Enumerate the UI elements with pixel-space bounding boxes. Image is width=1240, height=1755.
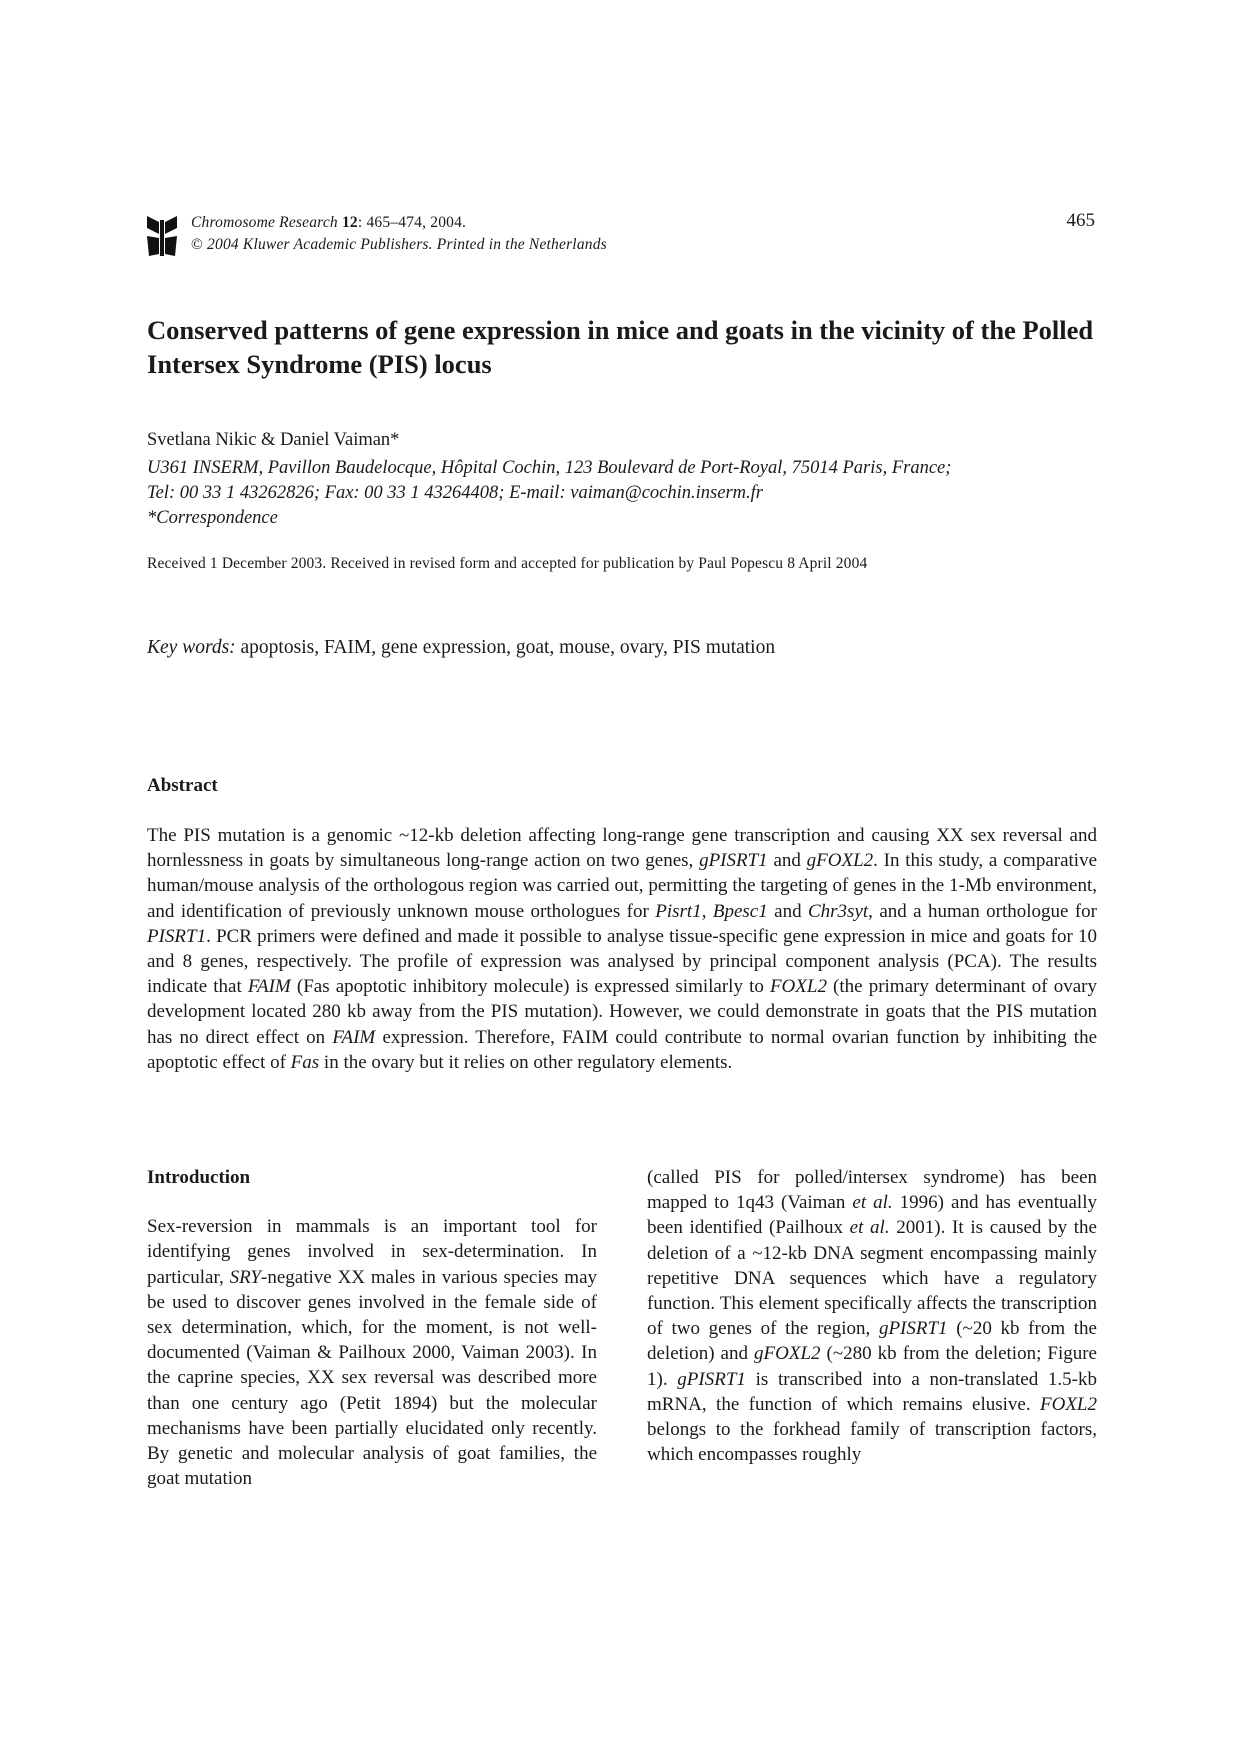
keywords-label: Key words: <box>147 637 236 658</box>
intro-column-right <box>647 1165 1097 1467</box>
journal-citation <box>191 212 607 256</box>
copyright-symbol: © <box>191 236 203 253</box>
intro-column-left <box>147 1165 597 1491</box>
intro-paragraph-right: (called PIS for polled/intersex syndrome) has been mapped to 1q43 (Vaiman et al. 1996) and has eventually been identified (Pailhoux et al. 2001). It is caused by the deletion of a ~12-kb DNA segment encompassing mainly repetitive DNA sequences which have a regulatory function. This element specifically affects the transcription of two genes of the region, gPISRT1 (~20 kb from the deletion) and gFOXL2 (~280 kb from the deletion; Figure 1). gPISRT1 is transcribed into a non-translated 1.5-kb mRNA, the function of which remains elusive. FOXL2 belongs to the forkhead family of transcription factors, which encompasses roughly <box>647 1167 1097 1466</box>
journal-pages: : 465–474, 2004. <box>357 214 467 231</box>
journal-name: Chromosome Research <box>191 214 338 231</box>
authors: Svetlana Nikic & Daniel Vaiman* <box>147 430 400 450</box>
introduction-heading: Introduction <box>147 1167 251 1188</box>
affiliation <box>147 456 1097 531</box>
abstract-body: The PIS mutation is a genomic ~12-kb deletion affecting long-range gene transcription and causing XX sex reversal and hornlessness in goats by simultaneous long-range action on two genes, gPISRT1 and gFOXL2. In this study, a comparative human/mouse analysis of the orthologous region was carried out, permitting the targeting of genes in the 1-Mb environment, and identification of previously unknown mouse orthologues for Pisrt1, Bpesc1 and Chr3syt, and a human orthologue for PISRT1. PCR primers were defined and made it possible to analyse tissue-specific gene expression in mice and goats for 10 and 8 genes, respectively. The profile of expression was analysed by principal component analysis (PCA). The results indicate that FAIM (Fas apoptotic inhibitory molecule) is expressed similarly to FOXL2 (the primary determinant of ovary development located 280 kb away from the PIS mutation). However, we could demonstrate in goats that the PIS mutation has no direct effect on FAIM expression. Therefore, FAIM could contribute to normal ovarian function by inhibiting the apoptotic effect of Fas in the ovary but it relies on other regulatory elements. <box>147 825 1098 1073</box>
page-number: 465 <box>1066 210 1095 231</box>
journal-header <box>145 212 1095 262</box>
copyright-text: 2004 Kluwer Academic Publishers. Printed in the Netherlands <box>202 236 607 253</box>
paper-title: Conserved patterns of gene expression in mice and goats in the vicinity of the Polled Intersex Syndrome (PIS) locus <box>147 315 1094 379</box>
journal-volume: 12 <box>341 214 358 231</box>
keywords-text: apoptosis, FAIM, gene expression, goat, mouse, ovary, PIS mutation <box>235 637 776 658</box>
abstract-heading: Abstract <box>147 775 218 796</box>
affiliation-contact: Tel: 00 33 1 43262826; Fax: 00 33 1 43264408; E-mail: vaiman@cochin.inserm.fr <box>147 483 763 503</box>
correspondence-note: *Correspondence <box>147 508 278 528</box>
keywords <box>147 637 775 659</box>
publisher-logo-icon <box>145 212 179 258</box>
intro-paragraph-left: Sex-reversion in mammals is an important tool for identifying genes involved in sex-determination. In particular, SRY-negative XX males in various species may be used to discover genes involved in the female side of sex determination, which, for the moment, is not well-documented (Vaiman & Pailhoux 2000, Vaiman 2003). In the caprine species, XX sex reversal was described more than one century ago (Petit 1894) but the molecular mechanisms have been partially elucidated only recently. By genetic and molecular analysis of goat families, the goat mutation <box>147 1216 598 1490</box>
affiliation-address: U361 INSERM, Pavillon Baudelocque, Hôpital Cochin, 123 Boulevard de Port-Royal, 75014 Paris, France; <box>147 458 952 478</box>
received-dates: Received 1 December 2003. Received in revised form and accepted for publication by Paul Popescu 8 April 2004 <box>147 555 868 572</box>
